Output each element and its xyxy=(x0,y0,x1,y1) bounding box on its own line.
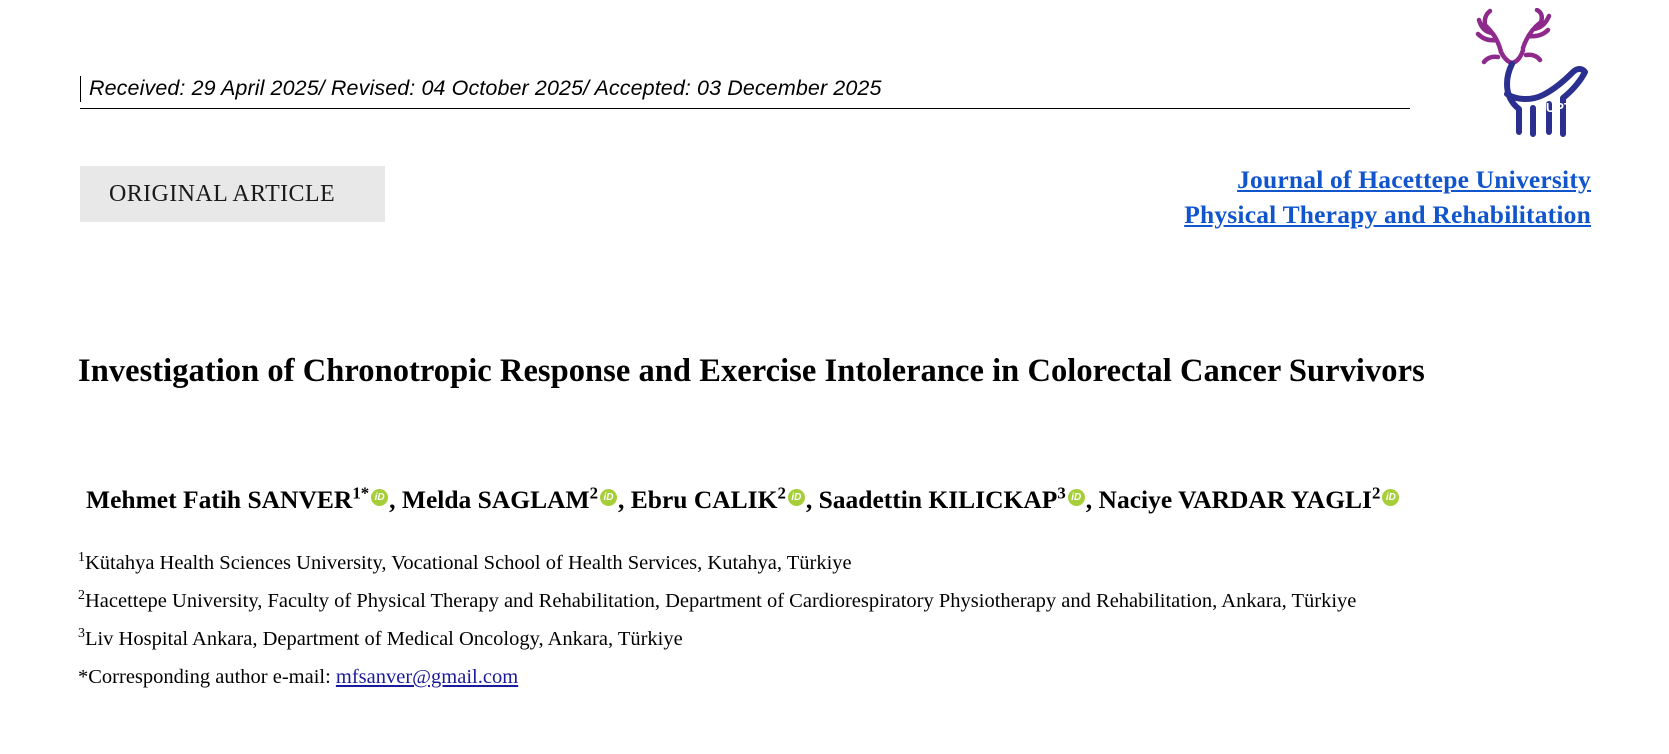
author-affiliation-marker: 3 xyxy=(1057,483,1066,502)
publication-dates-block xyxy=(80,76,1410,109)
article-type-badge xyxy=(80,166,385,222)
affiliation-text: Kütahya Health Sciences University, Vocational School of Health Services, Kutahya, Türkiye xyxy=(84,552,852,574)
logo-text: JUPTR xyxy=(1538,100,1582,115)
author-name: Naciye VARDAR YAGLI xyxy=(1098,484,1372,514)
article-type-label: ORIGINAL ARTICLE xyxy=(109,180,336,207)
orcid-icon[interactable] xyxy=(1068,489,1085,506)
journal-title-line1[interactable]: Journal of Hacettepe University xyxy=(1237,165,1591,194)
publication-dates: Received: 29 April 2025/ Revised: 04 October 2025/ Accepted: 03 December 2025 xyxy=(80,76,1410,102)
author-name: Saadettin KILICKAP xyxy=(818,484,1058,514)
author-separator: , xyxy=(618,484,631,514)
author-list xyxy=(86,482,1586,516)
deer-logo-icon xyxy=(1461,8,1591,146)
affiliation-marker: 3 xyxy=(78,626,85,642)
author-affiliation-marker: 2 xyxy=(1371,483,1381,502)
author-affiliation-marker: 2 xyxy=(777,483,786,502)
author-entry xyxy=(631,485,819,514)
journal-logo xyxy=(1461,8,1591,146)
orcid-icon[interactable] xyxy=(788,489,805,506)
affiliation-list xyxy=(78,545,1578,697)
author-affiliation-marker: 2 xyxy=(589,483,599,502)
author-entry xyxy=(402,485,631,514)
author-entry xyxy=(819,485,1099,514)
author-name: Ebru CALIK xyxy=(630,484,778,514)
author-affiliation-marker: 1* xyxy=(352,483,370,502)
journal-title-line2[interactable]: Physical Therapy and Rehabilitation xyxy=(1184,199,1591,229)
affiliation-item xyxy=(78,583,1578,621)
author-separator: , xyxy=(1085,484,1099,514)
affiliation-marker: 2 xyxy=(78,588,85,604)
orcid-icon[interactable] xyxy=(371,489,388,506)
journal-title-link[interactable] xyxy=(991,163,1591,232)
corresponding-author-email-link[interactable]: mfsanver@gmail.com xyxy=(335,665,519,688)
orcid-icon[interactable] xyxy=(1382,489,1399,506)
affiliation-text: Liv Hospital Ankara, Department of Medical Oncology, Ankara, Türkiye xyxy=(84,627,683,650)
affiliation-item xyxy=(78,545,1578,583)
affiliation-item xyxy=(78,621,1578,659)
author-separator: , xyxy=(805,484,819,514)
author-entry xyxy=(1099,485,1401,514)
author-entry xyxy=(86,485,402,514)
corresponding-author-label: *Corresponding author e-mail: xyxy=(78,665,336,688)
corresponding-author-line xyxy=(78,659,1578,697)
author-separator: , xyxy=(389,484,402,514)
affiliation-marker: 1 xyxy=(78,550,85,566)
affiliation-text: Hacettepe University, Faculty of Physical Therapy and Rehabilitation, Department of Cardiorespiratory Physiotherapy and Rehabilitation, Ankara, Türkiye xyxy=(84,589,1357,612)
author-name: Mehmet Fatih SANVER xyxy=(86,484,353,514)
orcid-icon[interactable] xyxy=(600,489,617,506)
page-title: Investigation of Chronotropic Response and Exercise Intolerance in Colorectal Cancer Survivors xyxy=(78,352,1425,389)
author-name: Melda SAGLAM xyxy=(401,484,590,514)
